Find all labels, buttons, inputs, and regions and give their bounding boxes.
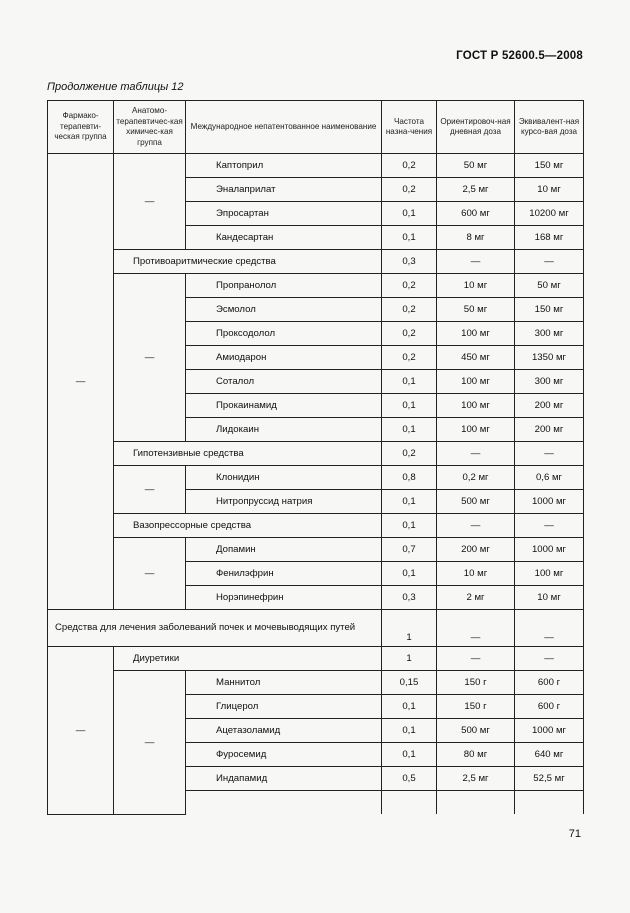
course-dose: 600 г xyxy=(515,695,584,719)
daily-dose: 100 мг xyxy=(437,394,515,418)
drug-name: Прокаинамид xyxy=(186,394,382,418)
pharm-group-cell: — xyxy=(48,647,114,815)
drug-table xyxy=(47,100,584,815)
drug-name: Соталол xyxy=(186,370,382,394)
course-dose: — xyxy=(515,647,584,671)
course-dose: 200 мг xyxy=(515,418,584,442)
course-dose: — xyxy=(515,250,584,274)
drug-name: Амиодарон xyxy=(186,346,382,370)
empty-cell xyxy=(382,791,437,815)
frequency: 1 xyxy=(382,647,437,671)
course-dose: 100 мг xyxy=(515,562,584,586)
frequency: 0,1 xyxy=(382,202,437,226)
frequency: 0,1 xyxy=(382,226,437,250)
daily-dose: 450 мг xyxy=(437,346,515,370)
frequency: 0,8 xyxy=(382,466,437,490)
frequency: 0,2 xyxy=(382,442,437,466)
daily-dose: 0,2 мг xyxy=(437,466,515,490)
daily-dose: — xyxy=(437,514,515,538)
course-dose: — xyxy=(515,442,584,466)
drug-name: Эсмолол xyxy=(186,298,382,322)
frequency: 0,15 xyxy=(382,671,437,695)
course-dose: — xyxy=(515,514,584,538)
document-code: ГОСТ Р 52600.5—2008 xyxy=(456,50,583,62)
header-atc-group: Анатомо-терапевтичес-кая химичес-кая группа xyxy=(114,101,186,154)
frequency: 0,1 xyxy=(382,394,437,418)
header-inn: Международное непатентованное наименование xyxy=(186,101,382,154)
atc-group-cell: — xyxy=(114,538,186,610)
frequency: 0,2 xyxy=(382,274,437,298)
frequency: 0,2 xyxy=(382,298,437,322)
daily-dose: 2,5 мг xyxy=(437,178,515,202)
course-dose: 50 мг xyxy=(515,274,584,298)
drug-name: Лидокаин xyxy=(186,418,382,442)
drug-name: Допамин xyxy=(186,538,382,562)
daily-dose: 150 г xyxy=(437,671,515,695)
drug-name: Нитропруссид натрия xyxy=(186,490,382,514)
frequency: 0,2 xyxy=(382,346,437,370)
drug-name: Эпросартан xyxy=(186,202,382,226)
daily-dose: — xyxy=(437,250,515,274)
drug-name: Кандесартан xyxy=(186,226,382,250)
table-row xyxy=(48,671,584,695)
daily-dose: — xyxy=(437,647,515,671)
daily-dose: 150 г xyxy=(437,695,515,719)
empty-cell xyxy=(437,791,515,815)
daily-dose: 50 мг xyxy=(437,154,515,178)
table-row xyxy=(48,538,584,562)
header-pharmacotherapeutic-group: Фармако-терапевти-ческая группа xyxy=(48,101,114,154)
frequency: 0,1 xyxy=(382,719,437,743)
atc-group-cell: — xyxy=(114,154,186,250)
drug-name: Пропранолол xyxy=(186,274,382,298)
course-dose: 300 мг xyxy=(515,322,584,346)
frequency: 1 xyxy=(382,610,437,647)
subgroup-row xyxy=(48,514,584,538)
subgroup-row xyxy=(48,250,584,274)
course-dose: 200 мг xyxy=(515,394,584,418)
table-header-row xyxy=(48,101,584,154)
subgroup-row xyxy=(48,647,584,671)
course-dose: 1000 мг xyxy=(515,538,584,562)
frequency: 0,2 xyxy=(382,322,437,346)
group-name: Средства для лечения заболеваний почек и мочевыводящих путей xyxy=(48,610,382,647)
frequency: 0,2 xyxy=(382,154,437,178)
drug-name: Фуросемид xyxy=(186,743,382,767)
table-caption: Продолжение таблицы 12 xyxy=(47,81,184,93)
frequency: 0,2 xyxy=(382,178,437,202)
atc-group-cell: — xyxy=(114,671,186,815)
daily-dose: 10 мг xyxy=(437,274,515,298)
subgroup-name: Противоаритмические средства xyxy=(114,250,382,274)
drug-name: Проксодолол xyxy=(186,322,382,346)
daily-dose: — xyxy=(437,442,515,466)
course-dose: 10 мг xyxy=(515,586,584,610)
drug-name: Индапамид xyxy=(186,767,382,791)
course-dose: 10 мг xyxy=(515,178,584,202)
table-row xyxy=(48,274,584,298)
subgroup-name: Диуретики xyxy=(114,647,382,671)
subgroup-name: Гипотензивные средства xyxy=(114,442,382,466)
course-dose: 10200 мг xyxy=(515,202,584,226)
page-number: 71 xyxy=(568,828,581,840)
drug-name: Глицерол xyxy=(186,695,382,719)
course-dose: 1350 мг xyxy=(515,346,584,370)
drug-name: Маннитол xyxy=(186,671,382,695)
daily-dose: 100 мг xyxy=(437,418,515,442)
daily-dose: 100 мг xyxy=(437,322,515,346)
frequency: 0,3 xyxy=(382,586,437,610)
frequency: 0,1 xyxy=(382,490,437,514)
drug-name: Фенилэфрин xyxy=(186,562,382,586)
course-dose: — xyxy=(515,610,584,647)
table-row xyxy=(48,466,584,490)
daily-dose: 200 мг xyxy=(437,538,515,562)
frequency: 0,1 xyxy=(382,418,437,442)
drug-name: Норэпинефрин xyxy=(186,586,382,610)
course-dose: 52,5 мг xyxy=(515,767,584,791)
course-dose: 150 мг xyxy=(515,154,584,178)
daily-dose: 50 мг xyxy=(437,298,515,322)
daily-dose: 80 мг xyxy=(437,743,515,767)
table-row xyxy=(48,154,584,178)
daily-dose: 2,5 мг xyxy=(437,767,515,791)
daily-dose: 100 мг xyxy=(437,370,515,394)
pharm-group-cell: — xyxy=(48,154,114,610)
frequency: 0,1 xyxy=(382,514,437,538)
subgroup-name: Вазопрессорные средства xyxy=(114,514,382,538)
header-daily-dose: Ориентировоч-ная дневная доза xyxy=(437,101,515,154)
frequency: 0,7 xyxy=(382,538,437,562)
daily-dose: 500 мг xyxy=(437,719,515,743)
course-dose: 1000 мг xyxy=(515,490,584,514)
atc-group-cell: — xyxy=(114,274,186,442)
daily-dose: 2 мг xyxy=(437,586,515,610)
course-dose: 600 г xyxy=(515,671,584,695)
course-dose: 1000 мг xyxy=(515,719,584,743)
atc-group-cell: — xyxy=(114,466,186,514)
subgroup-row xyxy=(48,442,584,466)
frequency: 0,5 xyxy=(382,767,437,791)
daily-dose: 500 мг xyxy=(437,490,515,514)
course-dose: 150 мг xyxy=(515,298,584,322)
frequency: 0,1 xyxy=(382,743,437,767)
header-frequency: Частота назна-чения xyxy=(382,101,437,154)
frequency: 0,3 xyxy=(382,250,437,274)
frequency: 0,1 xyxy=(382,370,437,394)
frequency: 0,1 xyxy=(382,695,437,719)
header-course-dose: Эквивалент-ная курсо-вая доза xyxy=(515,101,584,154)
daily-dose: 600 мг xyxy=(437,202,515,226)
drug-name: Ацетазоламид xyxy=(186,719,382,743)
course-dose: 0,6 мг xyxy=(515,466,584,490)
empty-cell xyxy=(515,791,584,815)
daily-dose: 8 мг xyxy=(437,226,515,250)
course-dose: 168 мг xyxy=(515,226,584,250)
frequency: 0,1 xyxy=(382,562,437,586)
course-dose: 640 мг xyxy=(515,743,584,767)
group-row xyxy=(48,610,584,647)
drug-name: Эналаприлат xyxy=(186,178,382,202)
course-dose: 300 мг xyxy=(515,370,584,394)
daily-dose: — xyxy=(437,610,515,647)
daily-dose: 10 мг xyxy=(437,562,515,586)
empty-cell xyxy=(186,791,382,815)
drug-name: Клонидин xyxy=(186,466,382,490)
drug-name: Каптоприл xyxy=(186,154,382,178)
